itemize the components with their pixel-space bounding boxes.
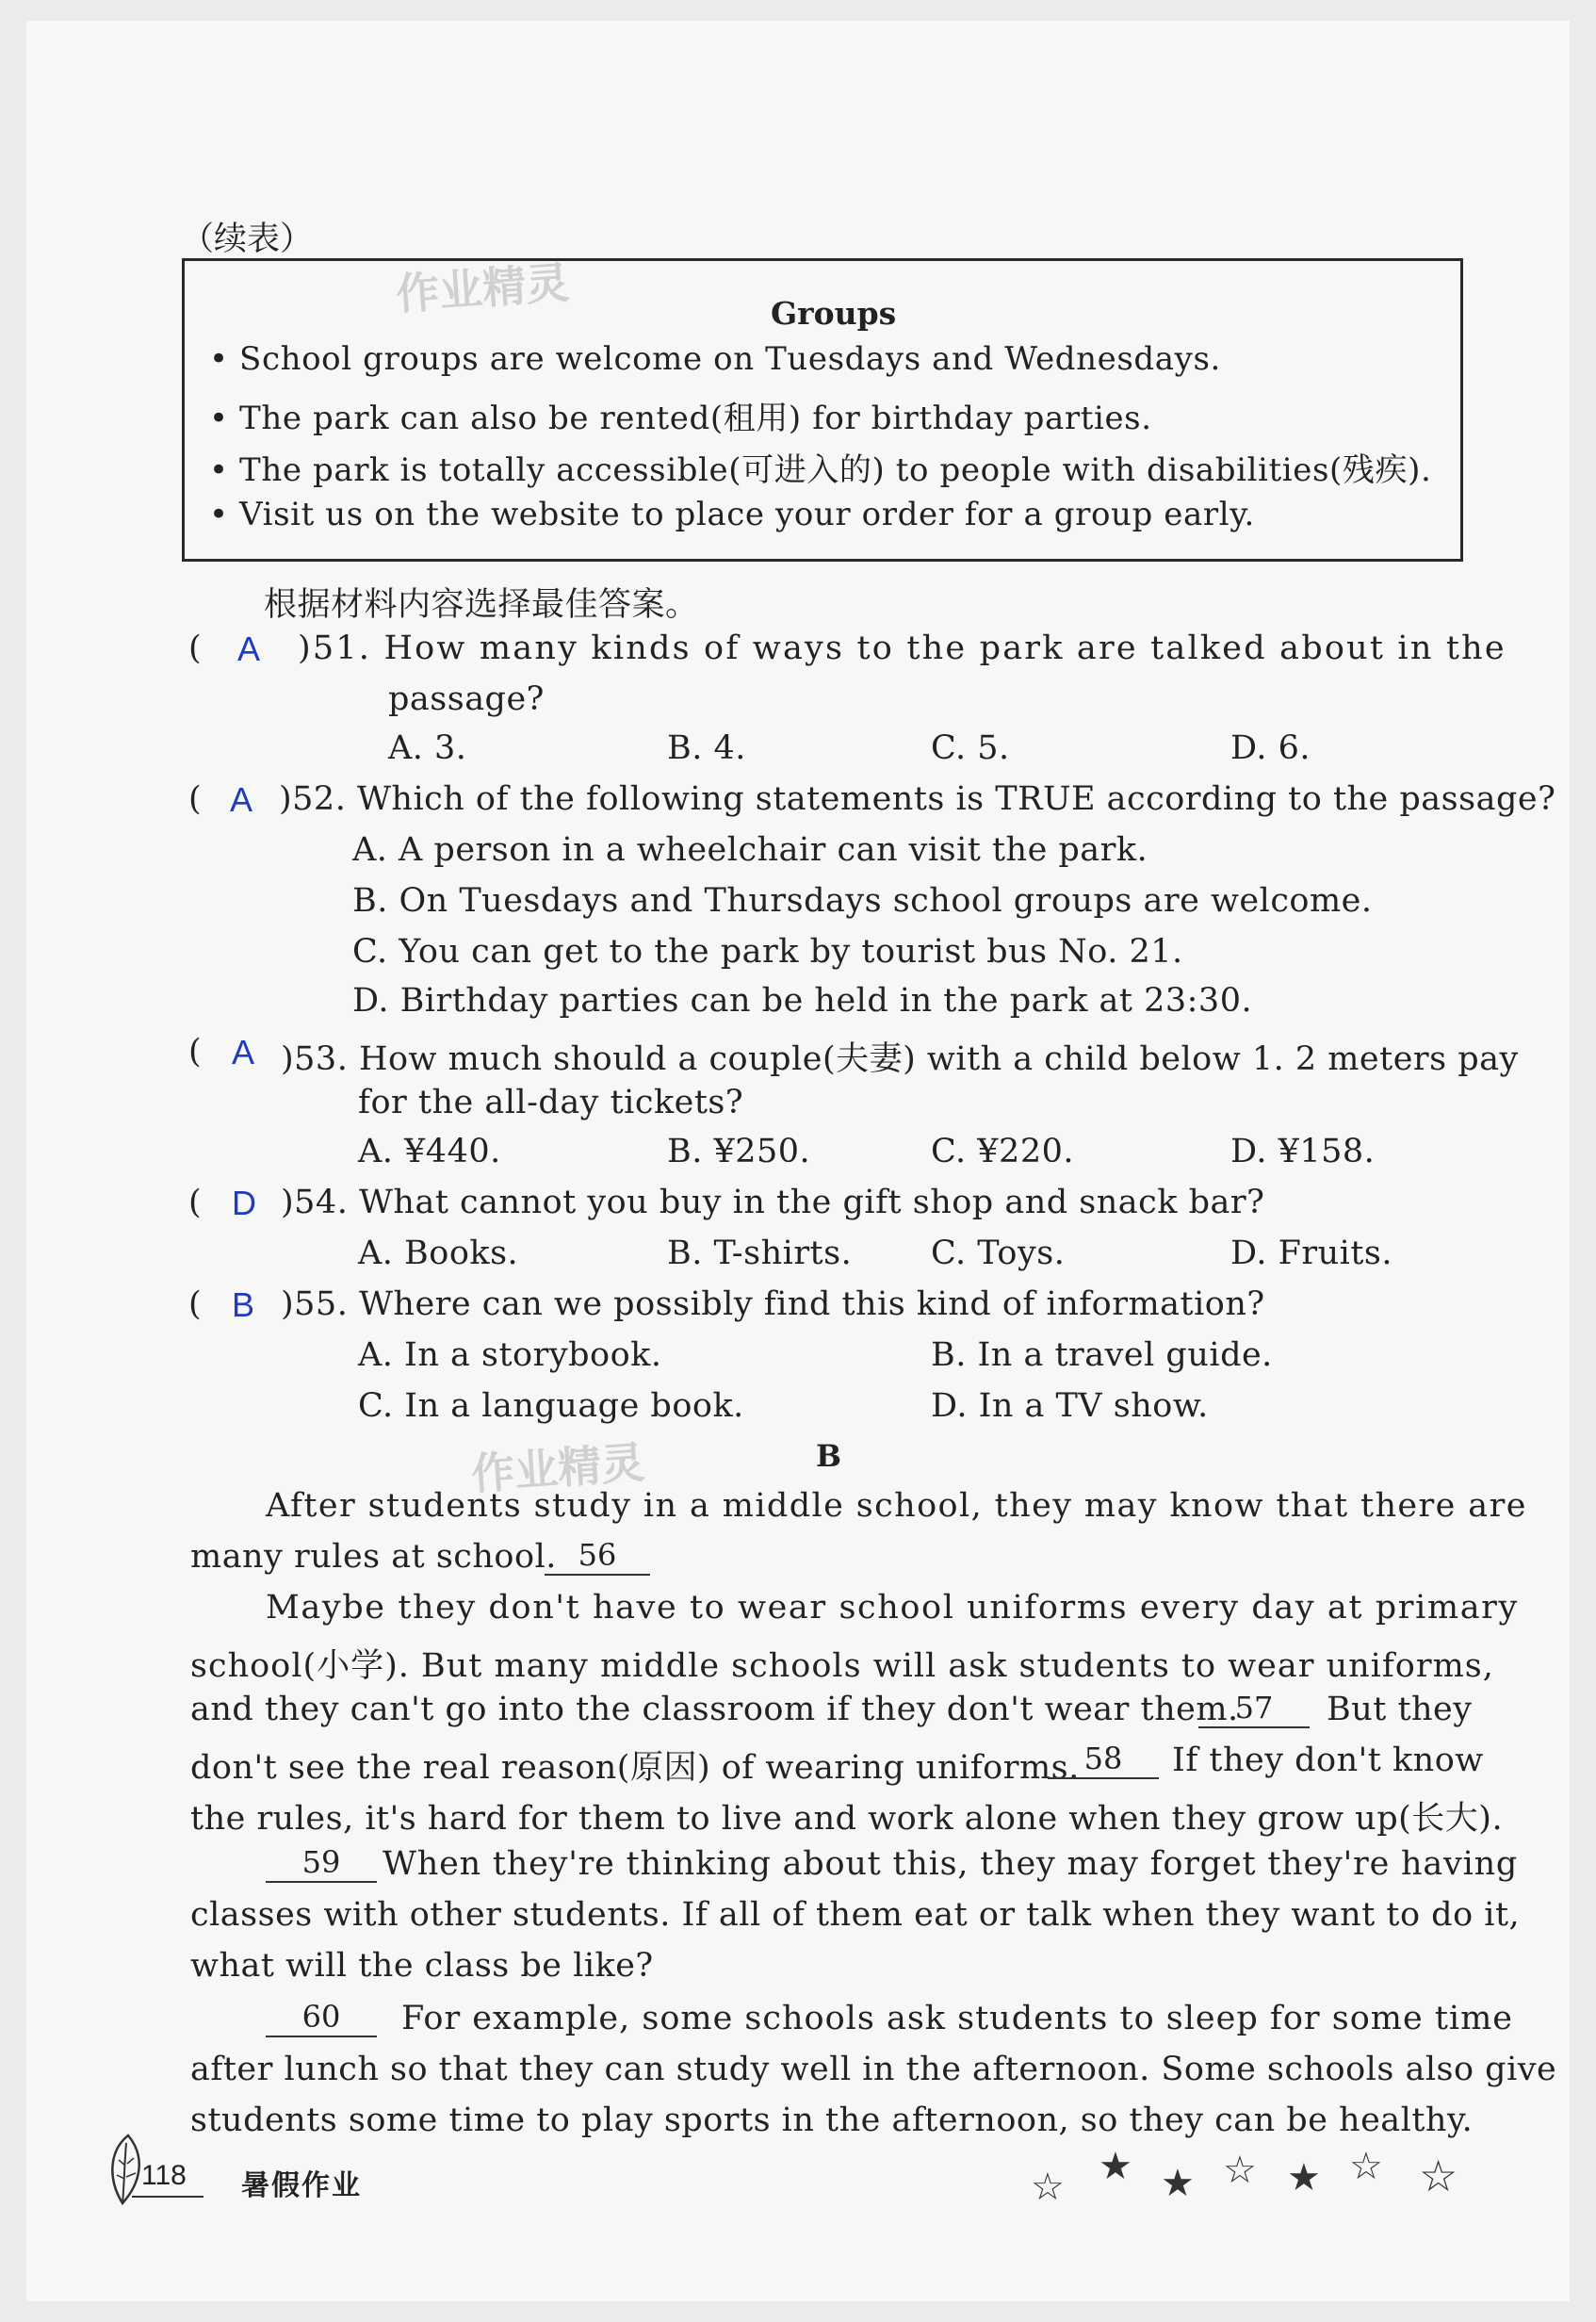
answer-52: A (230, 780, 253, 819)
option: A. A person in a wheelchair can visit the park. (352, 831, 1148, 869)
footer-title: 暑假作业 (241, 2170, 362, 2201)
blank-60: 60 (266, 1998, 377, 2037)
blank-57: 57 (1198, 1689, 1310, 1728)
groups-box (182, 258, 1463, 562)
page-number-underline (132, 2196, 204, 2198)
groups-bullet: • Visit us on the website to place your order for a group early. (209, 496, 1255, 533)
option: D. Fruits. (1230, 1235, 1392, 1272)
passage-line: When they're thinking about this, they may forget they're having (383, 1845, 1519, 1883)
question-51-stem: )51. How many kinds of ways to the park are talked about in the (298, 630, 1506, 667)
watermark: 作业精灵 (394, 256, 571, 320)
option: A. In a storybook. (358, 1336, 662, 1374)
answer-55: B (232, 1285, 255, 1324)
groups-title: Groups (771, 295, 897, 332)
option: A. ¥440. (358, 1133, 501, 1170)
passage-line: many rules at school. (190, 1538, 557, 1576)
paren-open: ( (188, 780, 203, 818)
star-icon: ☆ (1419, 2150, 1458, 2201)
question-52-stem: )52. Which of the following statements is TRUE according to the passage? (279, 780, 1556, 818)
passage-line: If they don't know (1172, 1742, 1484, 1779)
star-icon: ★ (1099, 2145, 1132, 2188)
question-54-stem: )54. What cannot you buy in the gift shop and snack bar? (281, 1184, 1265, 1221)
watermark: 作业精灵 (469, 1436, 646, 1500)
option: C. 5. (931, 729, 1010, 767)
paren-open: ( (188, 1184, 203, 1221)
answer-53: A (232, 1033, 255, 1071)
passage-line: After students study in a middle school, they may know that there are (266, 1487, 1527, 1525)
passage-line: classes with other students. If all of them eat or talk when they want to do it, (190, 1896, 1521, 1934)
question-53-stem-cont: for the all-day tickets? (358, 1084, 744, 1121)
option: C. In a language book. (358, 1387, 744, 1425)
option: B. T-shirts. (667, 1235, 853, 1272)
passage-line: what will the class be like? (190, 1947, 654, 1985)
instruction: 根据材料内容选择最佳答案。 (264, 586, 699, 624)
option: C. You can get to the park by tourist bus No. 21. (352, 933, 1183, 971)
groups-bullet: • The park is totally accessible(可进入的) to people with disabilities(残疾). (209, 451, 1432, 489)
question-55-stem: )55. Where can we possibly find this kind of information? (281, 1285, 1265, 1323)
passage-line: school(小学). But many middle schools will ask students to wear uniforms, (190, 1647, 1494, 1685)
star-icon: ☆ (1031, 2166, 1065, 2209)
blank-56: 56 (545, 1536, 650, 1576)
star-icon: ☆ (1223, 2149, 1257, 2192)
blank-59: 59 (266, 1843, 377, 1883)
question-53-stem: )53. How much should a couple(夫妻) with a child below 1. 2 meters pay (281, 1040, 1519, 1078)
option: D. Birthday parties can be held in the park at 23:30. (352, 982, 1253, 1020)
option: C. Toys. (931, 1235, 1066, 1272)
passage-line: the rules, it's hard for them to live and work alone when they grow up(长大). (190, 1800, 1504, 1838)
paren-open: ( (188, 1033, 203, 1071)
option: C. ¥220. (931, 1133, 1074, 1170)
star-icon: ★ (1161, 2162, 1195, 2205)
passage-line: students some time to play sports in the afternoon, so they can be healthy. (190, 2101, 1474, 2139)
option: A. Books. (358, 1235, 519, 1272)
option: D. ¥158. (1230, 1133, 1376, 1170)
answer-51: A (237, 630, 261, 668)
option: A. 3. (388, 729, 467, 767)
section-b-label: B (816, 1438, 842, 1474)
passage-line: Maybe they don't have to wear school uniforms every day at primary (266, 1589, 1519, 1627)
passage-line: after lunch so that they can study well in the afternoon. Some schools also give (190, 2051, 1557, 2088)
option: B. In a travel guide. (931, 1336, 1273, 1374)
option: D. 6. (1230, 729, 1311, 767)
passage-line: But they (1327, 1691, 1473, 1728)
option: B. ¥250. (667, 1133, 811, 1170)
groups-bullet: • The park can also be rented(租用) for birthday parties. (209, 400, 1152, 437)
paren-open: ( (188, 1285, 203, 1323)
answer-54: D (232, 1184, 256, 1222)
star-icon: ★ (1287, 2156, 1321, 2199)
passage-line: For example, some schools ask students to sleep for some time (401, 2000, 1513, 2037)
continued-label: （续表） (181, 221, 314, 258)
question-51-stem-cont: passage? (388, 680, 545, 718)
paren-open: ( (188, 630, 203, 667)
option: D. In a TV show. (931, 1387, 1209, 1425)
blank-58: 58 (1048, 1740, 1159, 1779)
groups-bullet: • School groups are welcome on Tuesdays and Wednesdays. (209, 340, 1221, 378)
star-icon: ☆ (1349, 2145, 1383, 2188)
option: B. 4. (667, 729, 746, 767)
page-number: 118 (141, 2160, 187, 2191)
option: B. On Tuesdays and Thursdays school groups are welcome. (352, 882, 1373, 920)
passage-line: don't see the real reason(原因) of wearing uniforms. (190, 1749, 1080, 1787)
passage-line: and they can't go into the classroom if they don't wear them. (190, 1691, 1239, 1728)
